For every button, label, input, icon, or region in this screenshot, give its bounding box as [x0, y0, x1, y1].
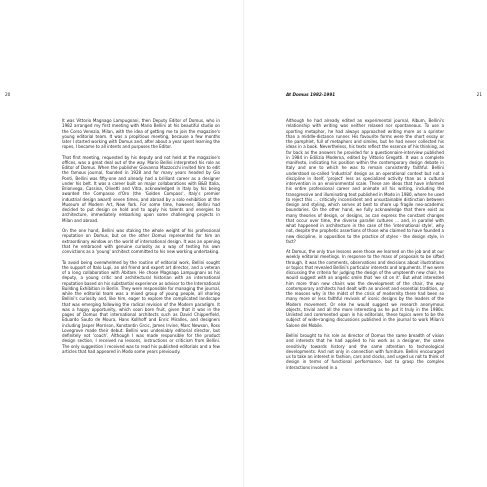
paragraph: To avoid being overwhelmed by the routine of editorial work, Bellini sought the support of Italo Lupi, an old friend and expert art director, and a veteran of a long collaboration with Abitare. He chose Magnago Lampugnani as his deputy, a young critic and architectural historian with an international reputation based on his substantial experience as advisor to the International Building Exhibition in Berlin. They were responsible for managing the journal, while the editorial team was a mixed group of young people, all sharing Bellini's curiosity and, like him, eager to explore the complicated landscape that was emerging following the radical revision of the Modern paradigm. It was a happy opportunity, which soon bore fruit, given that it was in the pages of Domus that international architects such as David Chipperfield, Eduardo Souto de Moura, Hans Kollhoff and Enric Miralles, and designers including Jasper Morrison, Konstantin Grcic, James Irvine, Marc Newson, Ross Lovegrove made their debut. Bellini was undeniably editorial director, but definitely not 'coach'. Although I was made responsible for the product design section, I received no lessons, instructions or criticism from Bellini. The only suggestion I received was to read his published editorials and a few articles that had appeared in Modo some years previously.	[62, 259, 220, 354]
paragraph: On the one hand, Bellini was staking the whole weight of his professional reputation on Domus, but on the other Domus represented for him an extraordinary window on the world of international design. It was an opening that he embraced with genuine curiosity as a way of testing his own convictions as a 'young' architect committed to his new working undertaking.	[62, 228, 220, 255]
paragraph: At Domus, the only true lessons were those we learned on the job and at our weekly editorial meetings. In response to the mass of proposals to be sifted through, it was the comments, observations and decisions about illustrations or topics that revealed Bellini's particular interests and arguments. If we were discussing the criteria for judging the design of the umpteenth new chair, he would suggest with an angelic smile that 'we sit on it'. But what interested him more than new chairs was the development of the chair, the way contemporary architects had dealt with an ancient and essential tradition, or the reasons why in the midst of the crisis of modernity there had been so many more or less faithful revivals of iconic designs by the leaders of the Modern movement. Or else he would suggest we research anonymous objects, trivial and all the more interesting as he put it truly in the 1980s. Unlisted and commented upon in his editorials, these topics were to be the subject of wide-ranging discussions published in the journal to work Milan's Salone del Mobile.	[286, 249, 444, 328]
paragraph: It was Vittorio Magnago Lampugnani, then Deputy Editor of Domus, who in 1982 arranged my first meeting with Mario Bellini at his beautiful studio on the Corso Venezia, Milan, with the idea of getting me to join the magazine's young editorial team. It was a propitious meeting, because a few months later I started working with Domus and, after about a year spent learning the ropes, I became to all intents and purposes the Editor.	[62, 118, 220, 150]
left-text-column	[62, 118, 220, 359]
right-page	[244, 0, 487, 487]
paragraph: Bellini brought to his role as director of Domus the same breadth of vision and interests that he had applied to his work as a designer, the same sensitivity towards history and the same attention to technological developments. And not only in connection with furniture. Bellini encouraged us to take an interest in fashion, cars and clocks, and urged us not to think of design in terms of functional performance, but to grasp the complex interactions involved in a	[286, 333, 444, 370]
page-number-left: 20	[5, 92, 11, 97]
running-head: At Domus 1982-1991	[286, 92, 336, 97]
right-text-column	[286, 118, 444, 375]
page-number-right: 21	[476, 92, 482, 97]
paragraph: Although he had already edited an experimental journal, Album, Bellini's relationship with writing was neither relaxed nor spontaneous. To use a sporting metaphor, he had always approached writing more as a sprinter than a middle-distance runner. His favourite forms were the short essay or the pamphlet, full of metaphors and similes, but he had never collected his ideas in a book. Nevertheless, his texts reflect the essence of his thinking, as far back as the answers he provided for a questionnaire-interview published in 1984 in Edilizia Moderna, edited by Vittorio Gregotti. It was a complete manifesto, indicating his position within the contemporary design debate in Italy and one to which he was to remain consistently faithful. Bellini understood so-called 'industrial' design as an operational context but not a discipline in itself, 'project' less as specialized activity than as a cultural intervention in an environmental scale. These are ideas that have informed his entire professional career and animate all his writing, including the transgressive and illuminating text published in Modo in 1980, where he used to reject this ... critically inconsistent and unsustainable distinction between design and styling, which serves at best to shore up fragile neo-academic boundaries. On the other hand, we fully acknowledge that there exist as many theories of design, or designs, as can express the constant changes that occur over time, the diverse parallel cultures ... and, in parallel with what happened in architecture in the case of the 'international style', why not, despite the prophetic assertions of those who claimed to have founded a new discipline, in opposition to the practice of styles - the design style, in fact?	[286, 118, 444, 244]
paragraph: That first meeting, requested by his deputy and not held at the magazine's offices, was a great deal out of the way. Mario Bellini interpreted his role as Editor of Domus. When the publisher Giovanna Mazzocchi invited him to edit the famous journal, founded in 1928 and for many years headed by Gio Ponti, Bellini was fifty-one and already had a brilliant career as a designer under his belt. It was a career built on major collaborations with B&B Italia, Brionvega, Cassina, Olivetti and Vitra, acknowledged in Italy by his being awarded the Compasso d'Oro (the 'Golden Compass', Italy's premier industrial design award) seven times, and abroad by a solo exhibition at the Museum of Modern Art, New York. For some time, however, Bellini had decided to put design on hold and to apply his talents and energies to architecture, immediately embarking upon some challenging projects in Milan and abroad.	[62, 154, 220, 223]
left-page	[0, 0, 243, 487]
